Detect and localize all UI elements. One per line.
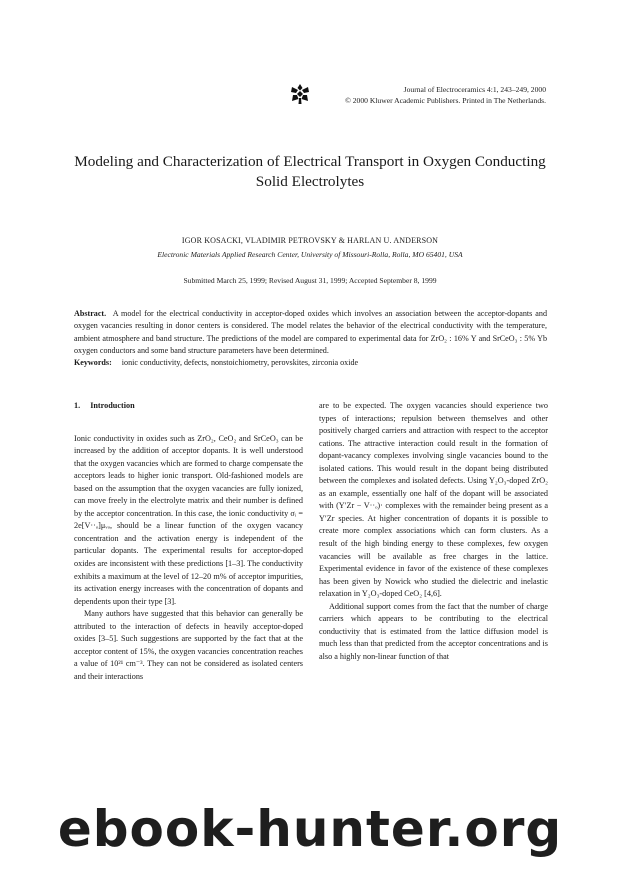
abstract-text: A model for the electrical conductivity in acceptor-doped oxides which involves an association between the acceptor-dopants and oxygen vacancies resulting in donor centers is considered. The model relates the behavior of the electrical conductivity with the temperature, ambient atmosphere and band structure. The predictions of the model are compared to experimental data for ZrO₂ : 16% Y and SrCeO₃ : 5% Yb oxygen conductors and some band structure parameters have been determined. [74, 309, 547, 356]
left-column [74, 400, 303, 683]
abstract-label: Abstract. [74, 309, 107, 318]
keywords [74, 357, 547, 369]
journal-line-1: Journal of Electroceramics 4:1, 243–249, 2000 [403, 85, 546, 94]
section-title: Introduction [90, 401, 135, 410]
paragraph: Many authors have suggested that this behavior can generally be attributed to the interaction of defects in heavily acceptor-doped oxides [3–5]. Such suggestions are supported by the fact that at the acceptor content of 15%, the oxygen vacancies concentration reaches a value of 10²¹ cm⁻³. They can not be considered as isolated centers and their interactions [74, 609, 303, 681]
watermark: ebook-hunter.org [57, 800, 563, 858]
paragraph: are to be expected. The oxygen vacancies should experience two types of interactions; repulsion between themselves and other positively charged carriers and attraction with respect to the acceptor cations. The attractive interaction could result in the formation of dopant-vacancy complexes involving single vacancies bound to the isolated cations. This would result in the dopant being distributed between the complexes and isolated defects. Using Y₂O₃-doped ZrO₂ as an example, essentially one half of the dopant will be associated with (Y′Zr − V··ₒ)· complexes with the remainder being present as a Y′Zr species. At higher concentration of dopants it is possible to create more complex associations which can form clusters. As a result of the high binding energy to these complexes, few oxygen vacancies will be available as free charges in the lattice. Experimental evidence in favor of the existence of these complexes has been given by Nowick who studied the dielectric and inelastic relaxation in Y₂O₃-doped CeO₂ [4,6]. [319, 401, 548, 599]
right-column [319, 400, 548, 663]
section-number: 1. [74, 401, 81, 410]
journal-line-2: © 2000 Kluwer Academic Publishers. Printed in The Netherlands. [345, 96, 546, 105]
paper-authors: IGOR KOSACKI, VLADIMIR PETROVSKY & HARLAN U. ANDERSON [181, 236, 439, 245]
paragraph: Ionic conductivity in oxides such as ZrO₂, CeO₂ and SrCeO₃ can be increased by the addition of acceptor dopants. It is well understood that the oxygen vacancies which are formed to charge compensate the acceptors leads to higher ionic transport. Old-fashioned models are based on the assumption that the oxygen vacancies are fully ionized, can move freely in the electrolyte matrix and their number is defined by the acceptor concentration. In this case, the ionic conductivity σᵢ = 2e[V··ₒ]μᵥₒ, should be a linear function of the oxygen vacancy concentration and the activation energy is independent of the particular dopants. The experimental results for acceptor-doped oxides are inconsistent with these predictions [1–3]. The conductivity exhibits a maximum at the level of 12–20 m% of acceptor impurities, its activation energy increases with the concentration of dopants and dependents upon their type [3]. [74, 433, 304, 606]
paper-affiliation: Electronic Materials Applied Research Center, University of Missouri-Rolla, Rolla, MO 65401, USA [157, 250, 463, 259]
journal-citation [256, 84, 546, 106]
abstract [74, 308, 547, 358]
keywords-label: Keywords: [74, 358, 112, 367]
keywords-text: ionic conductivity, defects, nonstoichiometry, perovskites, zirconia oxide [121, 358, 359, 367]
section-heading [74, 400, 303, 413]
submission-dates: Submitted March 25, 1999; Revised August 31, 1999; Accepted September 8, 1999 [183, 276, 437, 285]
paragraph: Additional support comes from the fact that the number of charge carriers which appears to be contributing to the electrical conductivity that is estimated from the lattice diffusion model is much less than that predicted from the acceptor concentrations and is also a highly non-linear function of that [319, 601, 548, 661]
paper-title: Modeling and Characterization of Electrical Transport in Oxygen Conducting Solid Electrolytes [74, 153, 546, 190]
